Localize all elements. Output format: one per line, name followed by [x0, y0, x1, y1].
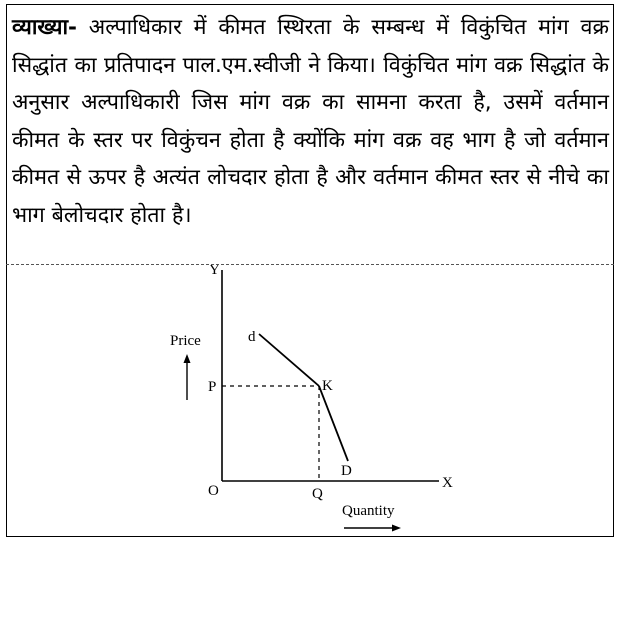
upper-curve-label: d	[248, 329, 256, 345]
price-level-label: P	[208, 379, 217, 395]
explanation-heading: व्याख्या-	[12, 15, 77, 40]
price-axis-label: Price	[170, 333, 201, 349]
explanation-box	[6, 4, 614, 264]
quantity-axis-label: Quantity	[342, 503, 395, 519]
x-axis-letter: X	[442, 475, 453, 491]
origin-label: O	[208, 483, 219, 499]
y-axis-letter: Y	[209, 265, 220, 278]
lower-curve-label: D	[341, 463, 352, 479]
inelastic-demand-segment	[319, 386, 348, 461]
quantity-arrow-icon	[392, 525, 401, 532]
figure-box	[6, 265, 614, 537]
explanation-body: अल्पाधिकार में कीमत स्थिरता के सम्बन्ध में विकुंचित मांग वक्र सिद्धांत का प्रतिपादन पाल.एम.स्वीजी ने किया। विकुंचित मांग वक्र सिद्धांत के अनुसार अल्पाधिकारी जिस मांग वक्र का सामना करता है, उसमें वर्तमान कीमत के स्तर पर विकुंचन होता है क्योंकि मांग वक्र वह भाग है जो वर्तमान कीमत से ऊपर है अत्यंत लोचदार होता है और वर्तमान कीमत स्तर से नीचे का भाग बेलोचदार होता है।	[12, 15, 609, 228]
kink-point-label: K	[322, 378, 333, 394]
elastic-demand-segment	[259, 334, 319, 386]
kinked-demand-curve-figure	[7, 265, 613, 536]
quantity-level-label: Q	[312, 486, 323, 502]
price-arrow-icon	[184, 354, 191, 363]
